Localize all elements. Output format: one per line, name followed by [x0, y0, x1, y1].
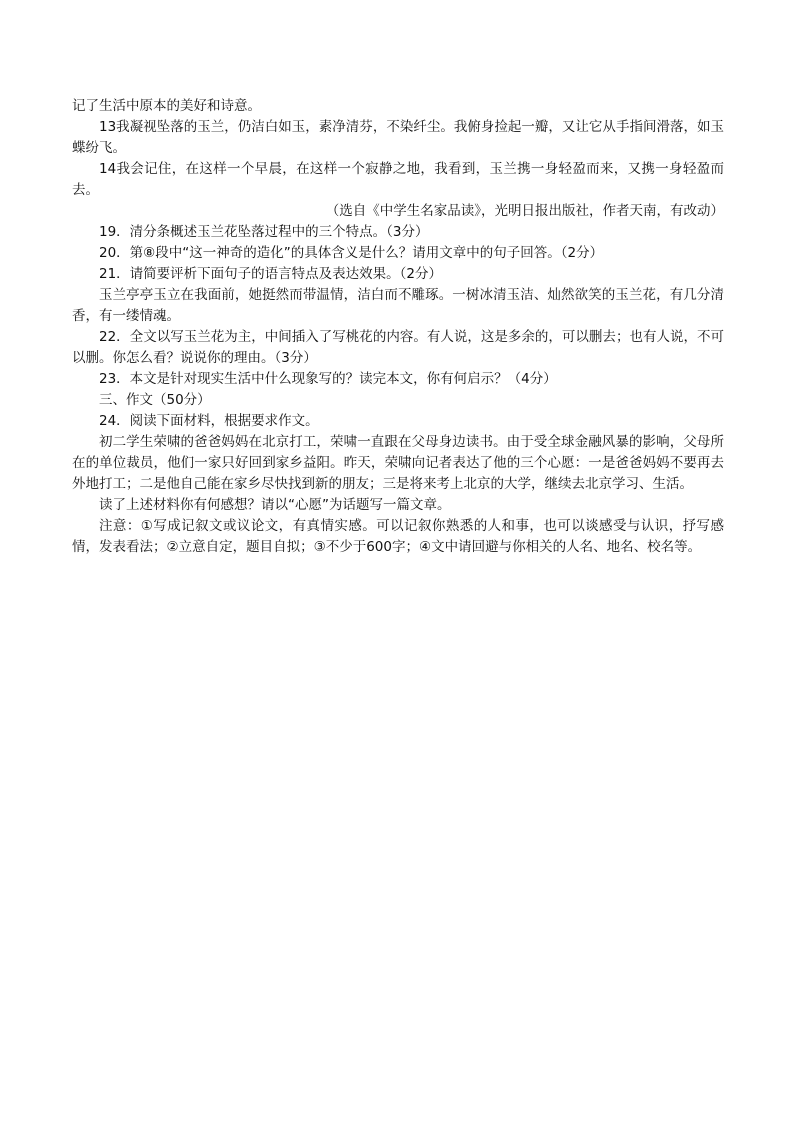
question-24: 24．阅读下面材料，根据要求作文。 — [99, 413, 319, 429]
quoted-sentence: 玉兰亭亭玉立在我面前，她挺然而带温情，洁白而不雕琢。一树冰清玉洁、灿然欲笑的玉兰花，有几分清香，有一缕情魂。 — [72, 287, 724, 324]
paragraph-13: 13我凝视坠落的玉兰，仍洁白如玉，素净清芬，不染纤尘。我俯身捡起一瓣，又让它从手指间滑落，如玉蝶纷飞。 — [72, 119, 724, 156]
question-23: 23．本文是针对现实生活中什么现象写的？读完本文，你有何启示？（4分） — [99, 371, 557, 387]
writing-prompt: 读了上述材料你有何感想？请以“心愿”为话题写一篇文章。 — [99, 497, 451, 513]
source-citation: （选自《中学生名家品读》，光明日报出版社，作者天南，有改动） — [325, 203, 724, 219]
question-20: 20．第⑧段中“这一神奇的造化”的具体含义是什么？请用文章中的句子回答。（2分） — [99, 245, 604, 261]
paragraph-continuation: 记了生活中原本的美好和诗意。 — [72, 98, 261, 114]
question-21: 21．请简要评析下面句子的语言特点及表达效果。（2分） — [99, 266, 443, 282]
document-page — [72, 96, 724, 558]
writing-notes: 注意：①写成记叙文或议论文，有真情实感。可以记叙你熟悉的人和事，也可以谈感受与认识，抒写感情，发表看法；②立意自定，题目自拟；③不少于600字；④文中请回避与你相关的人名、地名、校名等。 — [72, 518, 724, 555]
material-paragraph: 初二学生荣啸的爸爸妈妈在北京打工，荣啸一直跟在父母身边读书。由于受全球金融风暴的影响，父母所在的单位裁员，他们一家只好回到家乡益阳。昨天，荣啸向记者表达了他的三个心愿：一是爸爸妈妈不要再去外地打工；二是他自己能在家乡尽快找到新的朋友；三是将来考上北京的大学，继续去北京学习、生活。 — [72, 434, 724, 492]
paragraph-14: 14我会记住，在这样一个早晨，在这样一个寂静之地，我看到，玉兰携一身轻盈而来，又携一身轻盈而去。 — [72, 161, 724, 198]
section-heading-composition: 三、作文（50分） — [99, 392, 211, 408]
question-19: 19．清分条概述玉兰花坠落过程中的三个特点。（3分） — [99, 224, 429, 240]
question-22: 22．全文以写玉兰花为主，中间插入了写桃花的内容。有人说，这是多余的，可以删去；也有人说，不可以删。你怎么看？说说你的理由。（3分） — [72, 329, 724, 366]
